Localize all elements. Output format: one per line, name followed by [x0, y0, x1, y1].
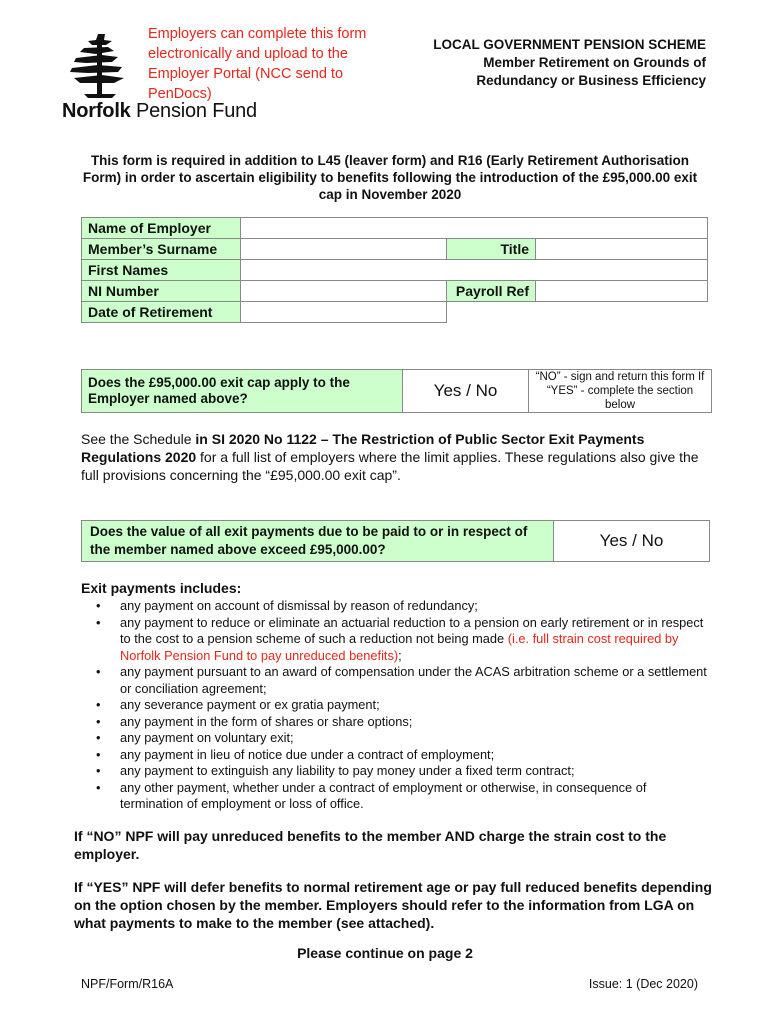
list-item: • any payment in the form of shares or share options; — [81, 714, 711, 731]
schedule-reference: See the Schedule in SI 2020 No 1122 – The Restriction of Public Sector Exit Payments Regulations 2020 for a full list of employers where the limit applies. These regulations also give the full provisions concerning the “£95,000.00 exit cap”. — [81, 431, 699, 483]
if-yes-paragraph: If “YES” NPF will defer benefits to normal retirement age or pay full reduced benefits depending on the option chosen by the member. Employers should refer to the information from LGA on what payments to make to the member (see attached). — [74, 879, 712, 931]
exit-payments-answer[interactable]: Yes / No — [554, 521, 710, 562]
list-item: • any payment in lieu of notice due under a contract of employment; — [81, 747, 711, 764]
list-item: • any severance payment or ex gratia payment; — [81, 697, 711, 714]
list-item: • any payment on account of dismissal by reason of redundancy; — [81, 598, 711, 615]
exit-payments-heading: Exit payments includes: — [81, 580, 242, 596]
issue-date: Issue: 1 (Dec 2020) — [588, 977, 698, 991]
exit-cap-instruction: “NO” - sign and return this form If “YES” - complete the section below — [529, 370, 712, 413]
if-no-paragraph: If “NO” NPF will pay unreduced benefits to the member AND charge the strain cost to the employer. — [74, 828, 667, 862]
exit-cap-question-table — [81, 369, 712, 413]
employer-name-field[interactable] — [241, 218, 708, 239]
exit-cap-question: Does the £95,000.00 exit cap apply to the Employer named above? — [82, 370, 403, 413]
title-label: Title — [447, 239, 536, 260]
ni-number-label: NI Number — [82, 281, 241, 302]
employer-note: Employers can complete this form electronically and upload to the Employer Portal (NCC send to PenDocs) — [148, 26, 367, 102]
payroll-ref-label: Payroll Ref — [447, 281, 536, 302]
tree-logo-icon — [62, 32, 142, 100]
employer-name-label: Name of Employer — [82, 218, 241, 239]
retirement-date-label: Date of Retirement — [82, 302, 241, 323]
member-details-table — [81, 217, 708, 323]
surname-field[interactable] — [241, 239, 447, 260]
exit-payments-question: Does the value of all exit payments due to be paid to or in respect of the member named above exceed £95,000.00? — [82, 521, 554, 562]
title-field[interactable] — [536, 239, 708, 260]
list-item: • any payment on voluntary exit; — [81, 730, 711, 747]
intro-text: This form is required in addition to L45 (leaver form) and R16 (Early Retirement Authorisation Form) in order to ascertain eligibility to benefits following the introduction of the £95,000.00 exit cap in November 2020 — [82, 153, 698, 202]
list-item: • any payment pursuant to an award of compensation under the ACAS arbitration scheme or a settlement or conciliation agreement; — [81, 664, 711, 697]
org-name: Norfolk Pension Fund — [62, 100, 257, 122]
list-item: • any payment to reduce or eliminate an actuarial reduction to a pension on early retirement or in respect to the cost to a pension scheme of such a reduction not being made (i.e. full strain cost required by Norfolk Pension Fund to pay unreduced benefits); — [81, 615, 711, 665]
payroll-ref-field[interactable] — [536, 281, 708, 302]
surname-label: Member’s Surname — [82, 239, 241, 260]
retirement-date-field[interactable] — [241, 302, 447, 323]
form-subtitle-line1: Member Retirement on Grounds of — [483, 55, 706, 70]
exit-cap-answer[interactable]: Yes / No — [403, 370, 529, 413]
list-item: • any other payment, whether under a contract of employment or otherwise, in consequence of termination of employment or loss of office. — [81, 780, 711, 813]
first-names-label: First Names — [82, 260, 241, 281]
continue-note: Please continue on page 2 — [297, 945, 473, 961]
scheme-heading — [433, 36, 706, 90]
scheme-title: LOCAL GOVERNMENT PENSION SCHEME — [433, 37, 706, 52]
form-subtitle-line2: Redundancy or Business Efficiency — [476, 73, 706, 88]
exit-payments-list — [81, 598, 711, 813]
first-names-field[interactable] — [241, 260, 708, 281]
list-item: • any payment to extinguish any liability to pay money under a fixed term contract; — [81, 763, 711, 780]
form-reference: NPF/Form/R16A — [81, 977, 174, 991]
exit-payments-question-table — [81, 520, 710, 562]
ni-number-field[interactable] — [241, 281, 447, 302]
